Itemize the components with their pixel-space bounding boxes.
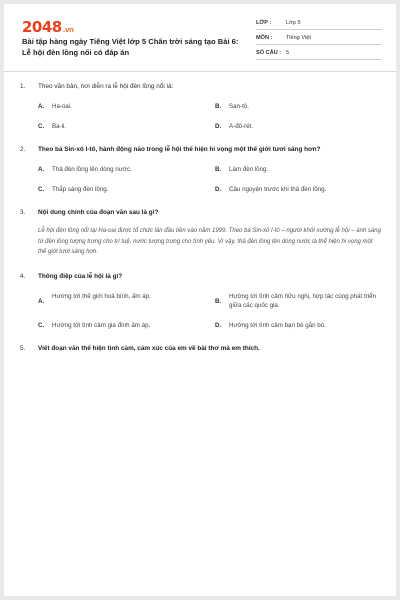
meta-key: MÔN : [256,35,273,41]
option-d[interactable] [215,321,382,330]
question-5 [20,344,382,353]
meta-value: Lớp 5 [286,20,301,26]
question-header [20,208,382,217]
question-header [20,272,382,281]
option-d[interactable] [215,122,382,131]
question-number: 4. [20,272,26,280]
option-text: Hướng tới tình cảm bạn bè gắn bó. [229,321,326,329]
option-text: San-tô. [229,103,249,110]
option-letter: B. [215,103,222,110]
option-a[interactable] [38,102,205,111]
meta-key: SỐ CÂU : [256,50,282,56]
option-letter: A. [38,166,45,173]
option-text: Hướng tới thế giới hoà bình, ấm áp. [52,292,151,300]
question-text: Viết đoạn văn thể hiện tình cảm, cảm xúc của em về bài thơ mà em thích. [38,344,260,352]
question-header [20,82,382,91]
meta-value: 5 [286,50,290,56]
option-a[interactable] [38,165,205,174]
meta-row-subject [256,33,382,45]
option-text: Thả đèn lồng lên dòng nước. [52,166,132,173]
options [20,165,382,194]
question-3 [20,208,382,258]
option-b[interactable] [215,165,382,174]
option-letter: D. [215,186,222,193]
option-letter: B. [215,166,222,173]
question-text: Thông điệp của lễ hội là gì? [38,272,123,280]
option-text: Ba-li. [52,123,67,130]
options [20,102,382,131]
option-letter: A. [38,103,45,110]
option-letter: C. [38,186,45,193]
question-2 [20,145,382,194]
option-text: A-đô-rét. [229,123,254,130]
option-letter: D. [215,123,222,130]
question-text: Theo bà Sin-xô I-tô, hành động nào trong lễ hội thể hiện hi vọng một thế giới tươi sáng hơn? [38,146,321,153]
meta-key: LỚP : [256,20,272,26]
meta-info [256,18,382,63]
question-list [20,82,382,367]
site-logo[interactable] [22,18,73,36]
worksheet-title: Bài tập hàng ngày Tiếng Việt lớp 5 Chân trời sáng tạo Bài 6: Lễ hội đèn lồng nổi có đáp án [22,37,239,57]
logo-suffix: .vn [62,26,74,34]
meta-value: Tiếng Việt [286,35,311,41]
question-number: 1. [20,83,26,90]
options [20,292,382,330]
header-divider [4,71,396,72]
option-letter: D. [215,321,222,329]
option-c[interactable] [38,185,205,194]
question-1 [20,82,382,131]
question-4 [20,272,382,330]
option-text: Thắp sáng đèn lồng. [52,186,109,193]
question-header [20,344,382,353]
option-a[interactable] [38,292,205,310]
option-d[interactable] [215,185,382,194]
option-text: Cầu nguyện trước khi thả đèn lồng. [229,186,327,193]
question-number: 3. [20,209,26,216]
meta-row-class [256,18,382,30]
option-text: Hướng tới tình cảm hữu nghị, hợp tác cùng phát triển giữa các quốc gia. [229,292,377,309]
option-letter: C. [38,123,45,130]
question-text: Theo văn bản, nơi diễn ra lễ hội đèn lồng nổi là: [38,83,174,90]
question-text: Nội dung chính của đoạn văn sau là gì? [38,209,159,216]
question-header [20,145,382,154]
question-number: 5. [20,344,26,352]
reading-passage: Lễ hội đèn lồng nổi tại Ha-oai được tổ chức lần đầu tiên vào năm 1999. Theo bà Sin-xô I-tô – người khởi xướng lễ hội – ánh sáng từ đèn lồng tượng trưng cho trí tuệ, nước tượng trưng cho tình yêu. Vì vậy, thả đèn lồng lên dòng nước là thể hiện hi vọng một thế giới tươi sáng hơn. [38,228,381,255]
worksheet-page [4,4,396,596]
option-letter: A. [38,297,45,305]
question-number: 2. [20,146,26,153]
option-text: Làm đèn lồng. [229,166,269,173]
meta-row-count [256,48,382,60]
option-b[interactable] [215,292,382,310]
option-text: Ha-oai. [52,103,72,110]
option-text: Hướng tới tình cảm gia đình ấm áp. [52,321,151,329]
option-c[interactable] [38,321,205,330]
logo-main: 2048 [22,18,62,36]
option-letter: B. [215,297,222,305]
option-b[interactable] [215,102,382,111]
option-c[interactable] [38,122,205,131]
option-letter: C. [38,321,45,329]
